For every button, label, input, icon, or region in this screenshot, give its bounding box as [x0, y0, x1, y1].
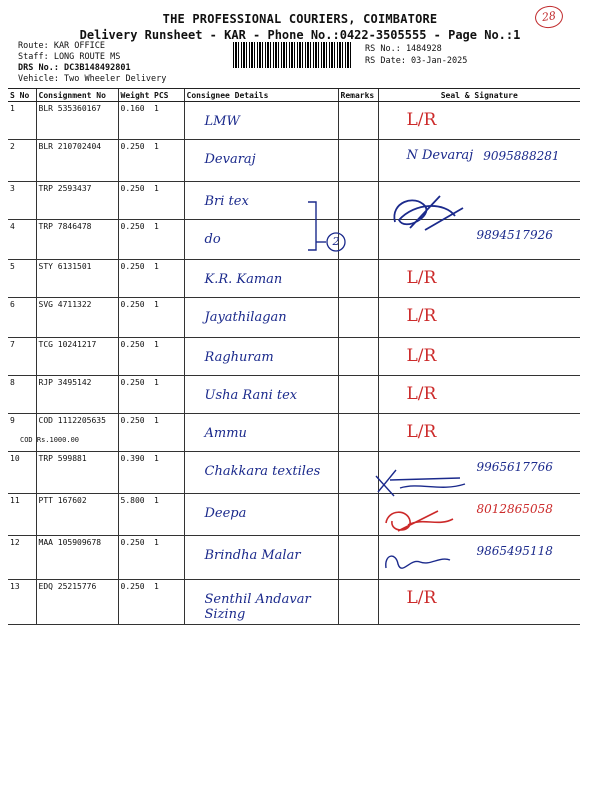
col-header-signature: Seal & Signature [378, 89, 580, 102]
row-signature [378, 260, 580, 298]
row-consignment-number [36, 140, 118, 182]
row-weight-text: 0.250 [120, 300, 145, 309]
row-consignee [184, 414, 338, 452]
row-signature [378, 338, 580, 376]
row-weight [118, 338, 152, 376]
handwritten-consignee: Devaraj [204, 152, 256, 167]
row-weight [118, 536, 152, 580]
bracket-count: 2 [332, 235, 340, 248]
row-remarks [338, 338, 378, 376]
row-weight-text: 0.390 [120, 454, 145, 463]
row-weight-text: 0.250 [120, 142, 145, 151]
row-remarks [338, 494, 378, 536]
table-row [8, 260, 580, 298]
row-pieces [152, 298, 184, 338]
signature-scribble-11 [378, 505, 458, 537]
row-consignment-number [36, 580, 118, 625]
row-serial-number [8, 536, 36, 580]
row-remarks [338, 414, 378, 452]
table-row [8, 536, 580, 580]
row-pieces [152, 580, 184, 625]
row-consignee [184, 376, 338, 414]
row-consignment-number [36, 220, 118, 260]
row-consignment-number [36, 494, 118, 536]
row-consignee [184, 452, 338, 494]
row-consignment-number-text: TRP 7846478 [38, 222, 92, 231]
row-weight [118, 494, 152, 536]
row-pieces [152, 260, 184, 298]
row-weight [118, 102, 152, 140]
row-pieces [152, 182, 184, 220]
row-serial-number [8, 580, 36, 625]
row-weight [118, 220, 152, 260]
row-weight [118, 140, 152, 182]
handwritten-phone: 9865495118 [476, 544, 553, 558]
cod-amount: COD Rs.1000.00 [20, 436, 80, 444]
row-weight-text: 0.250 [120, 222, 145, 231]
handwritten-signature: N Devaraj [406, 148, 474, 163]
row-pieces [152, 102, 184, 140]
signature-scribble-10 [370, 462, 470, 498]
handwritten-consignee: Usha Rani tex [204, 388, 298, 403]
row-pieces [152, 140, 184, 182]
table-row [8, 452, 580, 494]
row-weight [118, 182, 152, 220]
row-pieces-text: 1 [154, 222, 159, 231]
row-pieces-text: 1 [154, 142, 159, 151]
row-consignment-number-text: TRP 2593437 [38, 184, 92, 193]
company-title: THE PROFESSIONAL COURIERS, COIMBATORE [162, 12, 438, 26]
row-consignment-number [36, 452, 118, 494]
runsheet-table [8, 88, 580, 625]
row-consignee [184, 260, 338, 298]
row-serial-number-text: 7 [10, 340, 15, 349]
handwritten-phone: 9965617766 [476, 460, 553, 474]
row-weight-text: 0.250 [120, 340, 145, 349]
row-serial-number-text: 11 [10, 496, 20, 505]
row-weight [118, 414, 152, 452]
row-pieces-text: 1 [154, 104, 159, 113]
handwritten-consignee: Deepa [204, 506, 247, 521]
row-signature [378, 298, 580, 338]
row-consignment-number-text: EDQ 25215776 [38, 582, 97, 591]
row-consignment-number [36, 376, 118, 414]
row-weight-text: 0.250 [120, 416, 145, 425]
row-serial-number-text: 8 [10, 378, 15, 387]
row-pieces-text: 1 [154, 582, 159, 591]
table-header-row [8, 89, 580, 102]
handwritten-signature: L/R [406, 110, 437, 130]
signature-scribble-12 [380, 548, 470, 578]
table-row [8, 580, 580, 625]
row-pieces-text: 1 [154, 184, 159, 193]
row-serial-number [8, 140, 36, 182]
row-serial-number-text: 12 [10, 538, 20, 547]
row-serial-number-text: 5 [10, 262, 15, 271]
row-pieces-text: 1 [154, 340, 159, 349]
row-remarks [338, 376, 378, 414]
table-row [8, 140, 580, 182]
handwritten-signature: L/R [406, 384, 437, 404]
row-pieces [152, 338, 184, 376]
row-remarks [338, 102, 378, 140]
table-row [8, 414, 580, 452]
row-serial-number [8, 102, 36, 140]
barcode-image [233, 42, 351, 68]
row-pieces [152, 376, 184, 414]
row-consignee [184, 536, 338, 580]
row-weight [118, 298, 152, 338]
row-consignment-number [36, 298, 118, 338]
col-header-weight: Weight [118, 89, 152, 102]
handwritten-signature: L/R [406, 346, 437, 366]
row-consignment-number-text: PTT 167602 [38, 496, 87, 505]
row-consignment-number [36, 182, 118, 220]
col-header-sno: S No [8, 89, 36, 102]
handwritten-consignee: Bri tex [204, 194, 249, 209]
row-remarks [338, 140, 378, 182]
row-serial-number [8, 376, 36, 414]
handwritten-signature: L/R [406, 422, 437, 442]
row-signature [378, 376, 580, 414]
handwritten-consignee: LMW [204, 114, 240, 129]
row-serial-number [8, 220, 36, 260]
handwritten-consignee: Brindha Malar [204, 548, 301, 563]
row-serial-number [8, 452, 36, 494]
row-consignment-number [36, 536, 118, 580]
row-pieces-text: 1 [154, 300, 159, 309]
staff-text: Staff: LONG ROUTE MS [18, 52, 121, 62]
row-pieces [152, 220, 184, 260]
row-weight [118, 580, 152, 625]
table-row [8, 494, 580, 536]
row-signature [378, 140, 580, 182]
row-serial-number-text: 10 [10, 454, 20, 463]
row-weight-text: 0.250 [120, 184, 145, 193]
row-pieces-text: 1 [154, 262, 159, 271]
handwritten-signature: L/R [406, 268, 437, 288]
row-consignment-number-text: TRP 599881 [38, 454, 87, 463]
vehicle-text: Vehicle: Two Wheeler Delivery [18, 74, 167, 84]
handwritten-phone: 9894517926 [476, 228, 553, 242]
row-pieces-text: 1 [154, 378, 159, 387]
handwritten-consignee: Senthil Andavar Sizing [204, 592, 311, 622]
row-signature [378, 102, 580, 140]
row-serial-number [8, 260, 36, 298]
bracket-mark [300, 198, 362, 260]
rs-number: RS No.: 1484928 [365, 44, 442, 54]
row-remarks [338, 260, 378, 298]
row-pieces [152, 414, 184, 452]
row-consignment-number-text: MAA 105909678 [38, 538, 102, 547]
row-consignee [184, 580, 338, 625]
row-pieces [152, 536, 184, 580]
row-consignee [184, 494, 338, 536]
row-serial-number-text: 6 [10, 300, 15, 309]
table-row [8, 338, 580, 376]
row-consignment-number [36, 102, 118, 140]
row-serial-number [8, 182, 36, 220]
row-pieces-text: 1 [154, 538, 159, 547]
table-row [8, 182, 580, 220]
row-pieces [152, 494, 184, 536]
row-consignment-number-text: SVG 4711322 [38, 300, 92, 309]
row-consignment-number-text: TCG 10241217 [38, 340, 97, 349]
col-header-pcs: PCS [152, 89, 184, 102]
row-consignment-number-text: STY 6131501 [38, 262, 92, 271]
handwritten-consignee: Jayathilagan [204, 310, 287, 325]
handwritten-signature: L/R [406, 588, 437, 608]
row-weight-text: 0.250 [120, 262, 145, 271]
row-serial-number-text: 9 [10, 416, 15, 425]
row-pieces-text: 1 [154, 416, 159, 425]
row-pieces-text: 1 [154, 454, 159, 463]
row-consignment-number-text: BLR 535360167 [38, 104, 102, 113]
handwritten-consignee: Raghuram [204, 350, 274, 365]
row-remarks [338, 536, 378, 580]
handwritten-phone: 9095888281 [483, 148, 560, 163]
signature-scribble-3-4 [385, 192, 475, 238]
row-weight-text: 0.160 [120, 104, 145, 113]
row-serial-number [8, 338, 36, 376]
handwritten-consignee: K.R. Kaman [204, 272, 283, 287]
row-consignee [184, 338, 338, 376]
row-consignee [184, 102, 338, 140]
route-text: Route: KAR OFFICE [18, 41, 105, 51]
row-serial-number-text: 1 [10, 104, 15, 113]
runsheet-subtitle: Delivery Runsheet - KAR - Phone No.:0422-3505555 - Page No.:1 [79, 28, 521, 42]
row-consignment-number [36, 260, 118, 298]
row-weight-text: 0.250 [120, 538, 145, 547]
handwritten-signature: L/R [406, 306, 437, 326]
row-serial-number-text: 3 [10, 184, 15, 193]
table-row [8, 220, 580, 260]
col-header-remarks: Remarks [338, 89, 378, 102]
col-header-consignment: Consignment No [36, 89, 118, 102]
col-header-consignee: Consignee Details [184, 89, 338, 102]
row-serial-number-text: 13 [10, 582, 20, 591]
drs-number: DRS No.: DC3B148492801 [18, 63, 131, 73]
row-consignment-number [36, 338, 118, 376]
handwritten-consignee: Ammu [204, 426, 247, 441]
row-weight [118, 376, 152, 414]
row-consignment-number-text: COD 1112205635 [38, 416, 106, 425]
handwritten-page-number: 28 [534, 4, 565, 30]
row-signature [378, 580, 580, 625]
handwritten-consignee: Chakkara textiles [204, 464, 321, 479]
row-pieces [152, 452, 184, 494]
rs-date: RS Date: 03-Jan-2025 [365, 56, 468, 66]
row-consignee [184, 140, 338, 182]
row-consignment-number-text: BLR 210702404 [38, 142, 102, 151]
row-remarks [338, 298, 378, 338]
row-consignment-number-text: RJP 3495142 [38, 378, 92, 387]
row-serial-number-text: 2 [10, 142, 15, 151]
row-weight [118, 452, 152, 494]
handwritten-consignee: do [204, 232, 221, 247]
table-row [8, 102, 580, 140]
row-serial-number-text: 4 [10, 222, 15, 231]
handwritten-phone: 8012865058 [476, 502, 553, 516]
row-weight-text: 0.250 [120, 582, 145, 591]
row-consignment-number [36, 414, 118, 452]
table-row [8, 376, 580, 414]
row-pieces-text: 1 [154, 496, 159, 505]
row-serial-number [8, 494, 36, 536]
row-weight-text: 5.800 [120, 496, 145, 505]
row-weight [118, 260, 152, 298]
table-row [8, 298, 580, 338]
row-weight-text: 0.250 [120, 378, 145, 387]
row-signature [378, 414, 580, 452]
row-consignee [184, 298, 338, 338]
row-serial-number [8, 298, 36, 338]
row-remarks [338, 580, 378, 625]
